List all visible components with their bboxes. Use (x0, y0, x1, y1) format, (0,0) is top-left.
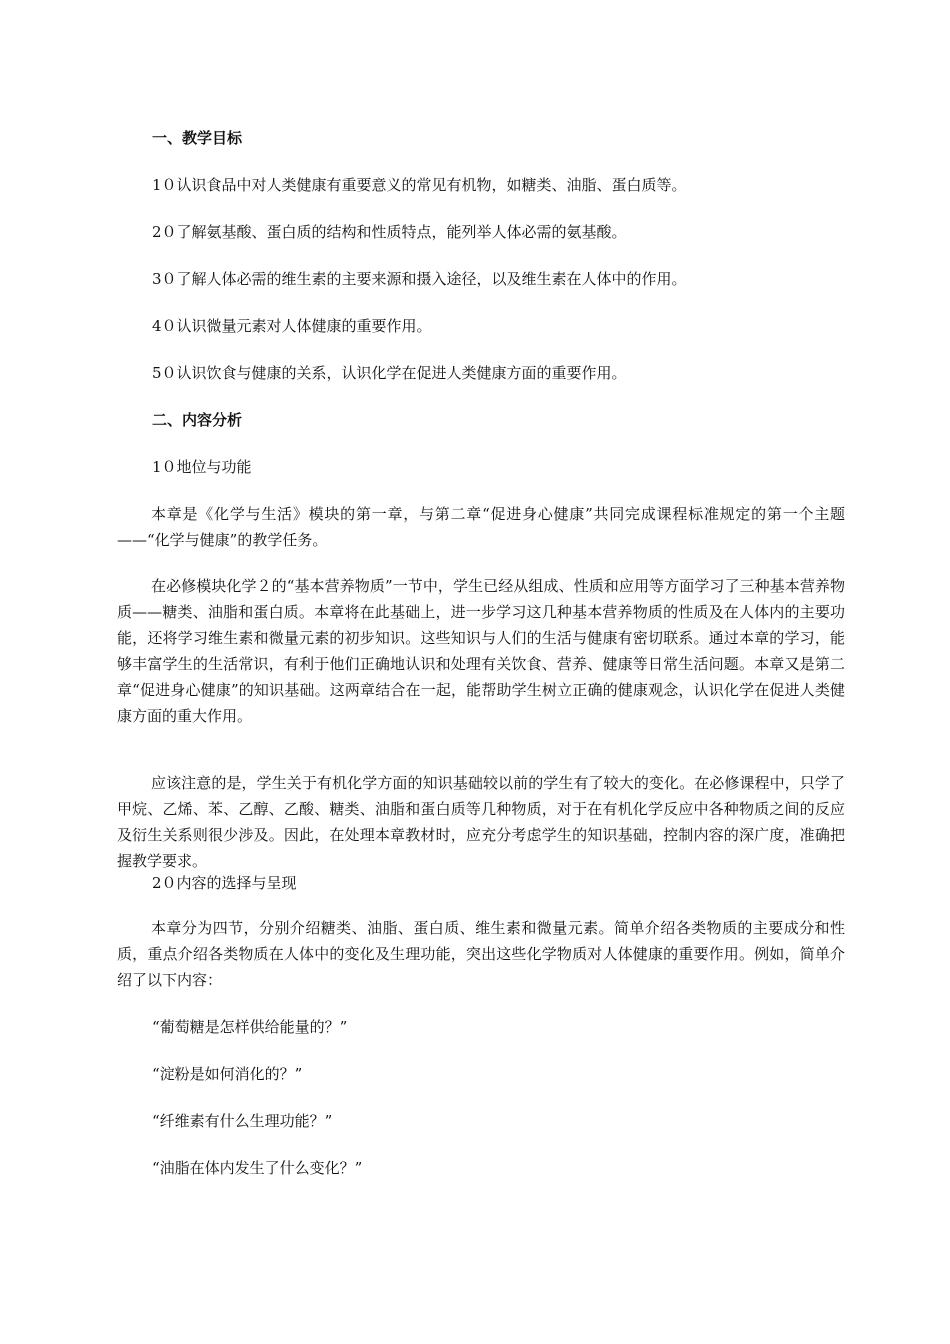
goal-item-4: 4０认识微量元素对人体健康的重要作用。 (152, 317, 432, 335)
question-starch: “淀粉是如何消化的？” (152, 1065, 303, 1083)
paragraph-chapter-intro: 本章是《化学与生活》模块的第一章，与第二章“促进身心健康”共同完成课程标准规定的第一个主题——“化学与健康”的教学任务。 (117, 505, 845, 549)
section-heading-teaching-goals: 一、教学目标 (152, 129, 243, 147)
goal-item-2: 2０了解氨基酸、蛋白质的结构和性质特点，能列举人体必需的氨基酸。 (152, 223, 627, 241)
question-cellulose: “纤维素有什么生理功能？” (152, 1112, 333, 1130)
subheading-content-selection: 2０内容的选择与呈现 (152, 874, 297, 892)
section-heading-content-analysis: 二、内容分析 (152, 411, 243, 429)
goal-item-3: 3０了解人体必需的维生素的主要来源和摄入途径，以及维生素在人体中的作用。 (152, 270, 687, 288)
paragraph-note: 应该注意的是，学生关于有机化学方面的知识基础较以前的学生有了较大的变化。在必修课程中，只学了甲烷、乙烯、苯、乙醇、乙酸、糖类、油脂和蛋白质等几种物质，对于在有机化学反应中各种物质之间的反应及衍生关系则很少涉及。因此，在处理本章教材时，应充分考虑学生的知识基础，控制内容的深广度，准确把握教学要求。 (117, 774, 845, 870)
paragraph-basic-nutrients: 在必修模块化学２的“基本营养物质”一节中，学生已经从组成、性质和应用等方面学习了三种基本营养物质——糖类、油脂和蛋白质。本章将在此基础上，进一步学习这几种基本营养物质的性质及在人体内的主要功能，还将学习维生素和微量元素的初步知识。这些知识与人们的生活与健康有密切联系。通过本章的学习，能够丰富学生的生活常识，有利于他们正确地认识和处理有关饮食、营养、健康等日常生活问题。本章又是第二章“促进身心健康”的知识基础。这两章结合在一起，能帮助学生树立正确的健康观念，认识化学在促进人类健康方面的重大作用。 (117, 577, 845, 725)
goal-item-5: 5０认识饮食与健康的关系，认识化学在促进人类健康方面的重要作用。 (152, 364, 627, 382)
question-glucose: “葡萄糖是怎样供给能量的？” (152, 1018, 348, 1036)
question-fat: “油脂在体内发生了什么变化？” (152, 1159, 363, 1177)
goal-item-1: 1０认识食品中对人类健康有重要意义的常见有机物，如糖类、油脂、蛋白质等。 (152, 176, 687, 194)
subheading-position-function: 1０地位与功能 (152, 458, 252, 476)
paragraph-chapter-structure: 本章分为四节，分别介绍糖类、油脂、蛋白质、维生素和微量元素。简单介绍各类物质的主要成分和性质，重点介绍各类物质在人体中的变化及生理功能，突出这些化学物质对人体健康的重要作用。例如，简单介绍了以下内容： (117, 919, 845, 989)
